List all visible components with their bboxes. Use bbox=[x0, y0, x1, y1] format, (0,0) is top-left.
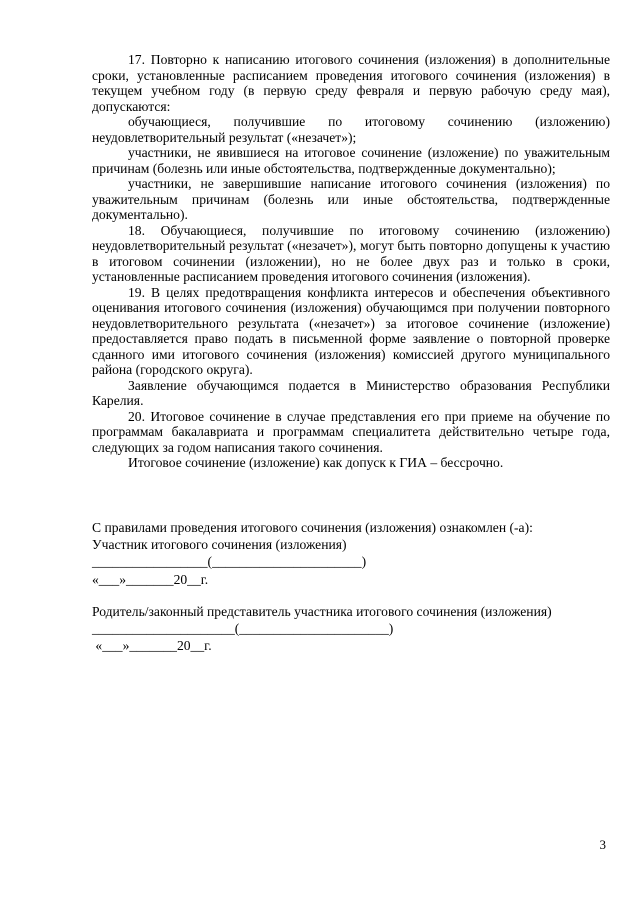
participant-label: Участник итогового сочинения (изложения) bbox=[92, 537, 347, 552]
document-body bbox=[92, 52, 610, 471]
paragraph-17-item-2: участники, не явившиеся на итоговое сочинение (изложение) по уважительным причинам (болезнь или иные обстоятельства, подтвержденные документально); bbox=[92, 145, 610, 176]
paragraph-17-item-3: участники, не завершившие написание итогового сочинения (изложения) по уважительным причинам (болезнь или иные обстоятельства, подтвержденные документально). bbox=[92, 176, 610, 222]
paragraph-18: 18. Обучающиеся, получившие по итоговому сочинению (изложению) неудовлетворительный результат («незачет»), могут быть повторно допущены к участию в итоговом сочинении (изложении), но не более двух раз и только в сроки, установленные расписанием проведения итогового сочинения (изложения). bbox=[92, 222, 610, 284]
acknowledgement-text: С правилами проведения итогового сочинения (изложения) ознакомлен (-а): bbox=[92, 520, 533, 535]
page-number: 3 bbox=[599, 837, 606, 852]
participant-date-line: «___»_______20__г. bbox=[92, 572, 209, 587]
participant-signature-line: _________________(______________________) bbox=[92, 554, 367, 569]
paragraph-20-admission: Итоговое сочинение (изложение) как допуск к ГИА – бессрочно. bbox=[128, 455, 504, 470]
parent-date-line: «___»_______20__г. bbox=[92, 638, 212, 653]
parent-signature-line: _____________________(______________________) bbox=[92, 621, 394, 636]
paragraph-20: 20. Итоговое сочинение в случае представления его при приеме на обучение по программам бакалавриата и программам специалитета действительно четыре года, следующих за годом написания такого сочинения. bbox=[92, 408, 610, 455]
parent-label: Родитель/законный представитель участника итогового сочинения (изложения) bbox=[92, 604, 552, 619]
paragraph-17-item-1: обучающиеся, получившие по итоговому сочинению (изложению) неудовлетворительный результат («незачет»); bbox=[92, 114, 610, 145]
paragraph-17: 17. Повторно к написанию итогового сочинения (изложения) в дополнительные сроки, установленные расписанием проведения итогового сочинения (изложения) в текущем учебном году (в первую среду февраля и первую рабочую среду мая), допускаются: bbox=[92, 52, 610, 114]
paragraph-19: 19. В целях предотвращения конфликта интересов и обеспечения объективного оценивания итогового сочинения (изложения) обучающимся при получении повторного неудовлетворительного результата («незачет») за итоговое сочинение (изложение) предоставляется право подать в письменной форме заявление о повторной проверке сданного ими итогового сочинения (изложения) комиссией другого муниципального района (городского округа). bbox=[92, 284, 610, 377]
paragraph-19-application: Заявление обучающимся подается в Министерство образования Республики Карелия. bbox=[92, 377, 610, 408]
